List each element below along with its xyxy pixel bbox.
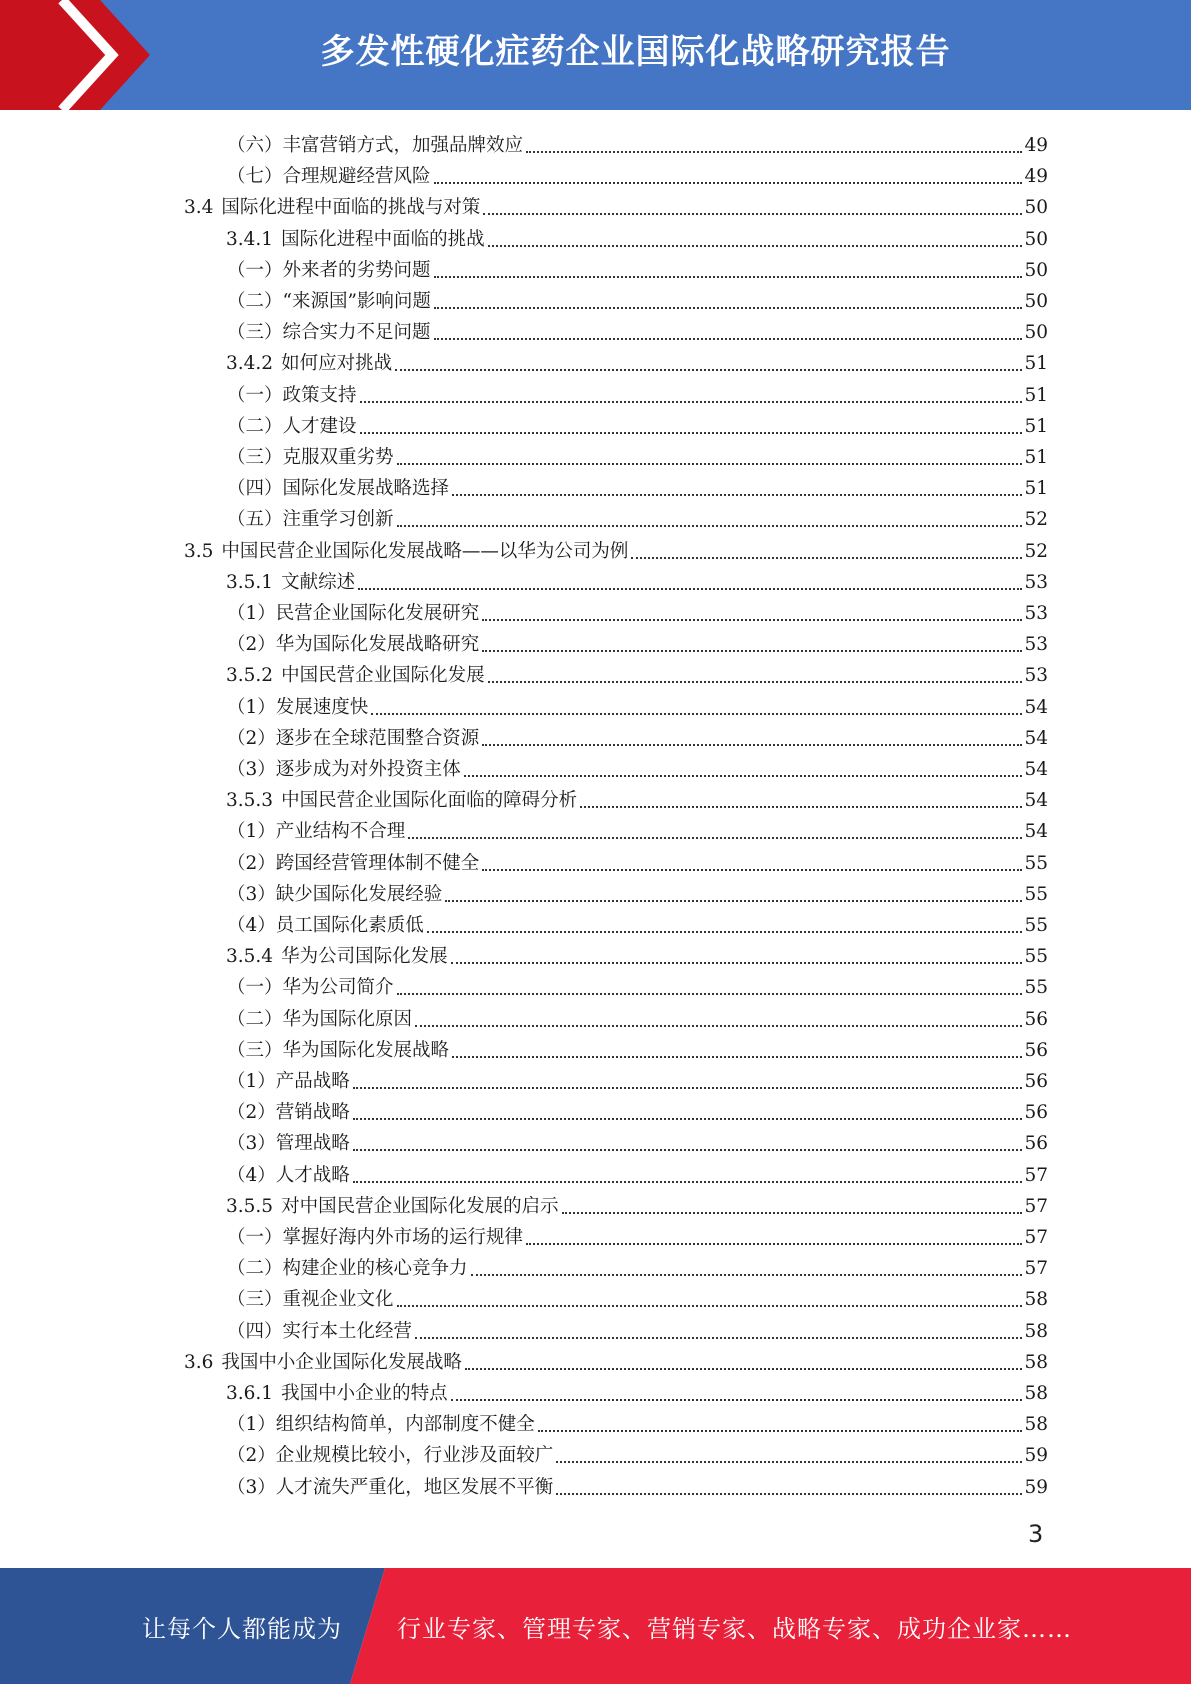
- toc-entry-title: 国际化进程中面临的挑战: [281, 228, 485, 250]
- toc-entry-number: （1）: [227, 603, 276, 624]
- toc-entry-number: （二）: [227, 1008, 283, 1030]
- toc-entry-number: （1）: [227, 1071, 276, 1092]
- toc-entry-title: “来源国”影响问题: [282, 291, 431, 312]
- toc-entry-number: （四）: [227, 478, 283, 500]
- toc-entry-number: （4）: [227, 915, 276, 936]
- footer-slogan-right: 行业专家、管理专家、营销专家、战略专家、成功企业家……: [397, 1615, 1072, 1643]
- toc-entry-page: 55: [1024, 977, 1048, 999]
- toc-entry-title: 企业规模比较小，行业涉及面较广: [275, 1445, 554, 1467]
- toc-entry-number: 3.5.2: [226, 665, 274, 687]
- toc-entry-page: 54: [1024, 759, 1048, 780]
- toc-entry-number: 3.5.3: [226, 790, 274, 812]
- toc-entry-page: 54: [1024, 727, 1048, 749]
- toc-dot-leader: [408, 837, 1022, 839]
- toc-entry-title: 组织结构简单，内部制度不健全: [275, 1414, 535, 1436]
- toc-entry-page: 56: [1024, 1039, 1048, 1061]
- toc-entry-page: 51: [1024, 478, 1048, 500]
- toc-dot-leader: [451, 962, 1023, 964]
- toc-entry-page: 58: [1024, 1414, 1048, 1436]
- toc-dot-leader: [482, 869, 1022, 871]
- toc-entry-page: 51: [1024, 384, 1048, 406]
- toc-entry-number: （一）: [227, 1227, 283, 1248]
- toc-entry-page: 52: [1024, 540, 1048, 562]
- toc-entry-title: 对中国民营企业国际化发展的启示: [281, 1195, 559, 1217]
- toc-entry-title: 发展速度快: [275, 696, 369, 718]
- page-number: 3: [1028, 1520, 1044, 1548]
- toc-entry-page: 52: [1024, 509, 1048, 531]
- toc-entry-title: 中国民营企业国际化发展战略——以华为公司为例: [221, 540, 629, 562]
- toc-dot-leader: [580, 806, 1022, 808]
- toc-entry-number: （三）: [227, 447, 283, 468]
- toc-entry-title: 营销战略: [275, 1102, 350, 1124]
- toc-entry-page: 56: [1024, 1008, 1048, 1030]
- toc-dot-leader: [538, 1430, 1023, 1432]
- toc-dot-leader: [556, 1493, 1022, 1495]
- toc-entry-number: 3.6.1: [226, 1383, 274, 1404]
- toc-entry[interactable]: [226, 345, 1048, 376]
- toc-entry[interactable]: [227, 1250, 1048, 1281]
- toc-entry-title: 缺少国际化发展经验: [275, 883, 443, 905]
- toc-entry[interactable]: [227, 1001, 1048, 1032]
- toc-entry-page: 54: [1024, 790, 1048, 812]
- toc-entry-page: 58: [1024, 1289, 1048, 1311]
- toc-dot-leader: [482, 650, 1022, 652]
- toc-dot-leader: [358, 588, 1022, 590]
- toc-entry[interactable]: [227, 501, 1048, 532]
- toc-entry-page: 49: [1024, 135, 1048, 156]
- toc-entry-page: 53: [1024, 571, 1048, 593]
- toc-entry-title: 产品战略: [275, 1071, 350, 1092]
- toc-entry[interactable]: [184, 533, 1048, 564]
- toc-entry-number: （3）: [227, 883, 276, 905]
- toc-entry-page: 58: [1024, 1383, 1048, 1404]
- toc-entry[interactable]: [227, 1094, 1048, 1125]
- toc-entry-title: 逐步成为对外投资主体: [275, 759, 461, 780]
- footer-banner: [0, 1568, 1191, 1684]
- toc-entry-title: 国际化发展战略选择: [282, 478, 450, 500]
- toc-entry-page: 57: [1024, 1258, 1048, 1280]
- toc-entry-title: 我国中小企业的特点: [281, 1383, 448, 1404]
- toc-entry-page: 56: [1024, 1102, 1048, 1124]
- toc-entry-page: 59: [1024, 1445, 1048, 1467]
- toc-dot-leader: [415, 1025, 1022, 1027]
- toc-entry-page: 55: [1024, 946, 1048, 968]
- toc-entry-page: 54: [1024, 821, 1048, 843]
- toc-entry-number: 3.5.4: [226, 946, 274, 968]
- toc-entry-title: 中国民营企业国际化面临的障碍分析: [281, 790, 578, 812]
- toc-entry-number: 3.4.1: [226, 228, 274, 250]
- toc-dot-leader: [482, 619, 1022, 621]
- toc-entry[interactable]: [226, 782, 1048, 813]
- red-arrow-logo-icon: [0, 0, 160, 110]
- toc-entry-number: （2）: [227, 634, 276, 656]
- toc-entry-number: 3.4.2: [226, 353, 274, 375]
- toc-entry-number: （一）: [227, 384, 283, 406]
- footer-slogan-left: 让每个人都能成为: [142, 1615, 342, 1643]
- toc-entry-number: （3）: [227, 1476, 276, 1498]
- toc-entry-number: （三）: [227, 322, 283, 344]
- toc-entry-number: （3）: [227, 1133, 276, 1155]
- toc-dot-leader: [434, 276, 1023, 278]
- toc-entry-title: 华为国际化发展战略研究: [275, 634, 480, 656]
- toc-entry[interactable]: [227, 595, 1048, 626]
- toc-entry-title: 华为国际化原因: [282, 1008, 413, 1030]
- toc-dot-leader: [556, 1461, 1022, 1463]
- toc-dot-leader: [465, 1368, 1023, 1370]
- toc-dot-leader: [395, 369, 1022, 371]
- toc-dot-leader: [464, 775, 1023, 777]
- toc-entry[interactable]: [227, 1063, 1048, 1094]
- toc-entry-title: 跨国经营管理体制不健全: [275, 852, 480, 874]
- toc-dot-leader: [471, 1274, 1023, 1276]
- toc-entry[interactable]: [227, 751, 1048, 782]
- toc-dot-leader: [397, 463, 1023, 465]
- toc-dot-leader: [526, 1243, 1022, 1245]
- toc-dot-leader: [434, 338, 1023, 340]
- toc-entry-page: 50: [1024, 259, 1048, 281]
- toc-entry[interactable]: [227, 1313, 1048, 1344]
- toc-entry-title: 华为公司简介: [282, 977, 394, 999]
- toc-entry[interactable]: [226, 564, 1048, 595]
- toc-entry[interactable]: [227, 689, 1048, 720]
- toc-entry-page: 56: [1024, 1133, 1048, 1155]
- toc-entry-title: 中国民营企业国际化发展: [281, 665, 485, 687]
- toc-entry-number: （七）: [227, 166, 283, 188]
- toc-entry-title: 人才流失严重化，地区发展不平衡: [275, 1476, 554, 1498]
- toc-dot-leader: [482, 744, 1022, 746]
- toc-entry-number: （2）: [227, 1102, 276, 1124]
- toc-entry-page: 58: [1024, 1320, 1048, 1342]
- toc-dot-leader: [353, 1181, 1023, 1183]
- toc-entry[interactable]: [226, 938, 1048, 969]
- toc-entry-title: 民营企业国际化发展研究: [275, 603, 480, 624]
- toc-dot-leader: [483, 213, 1022, 215]
- toc-dot-leader: [451, 1399, 1023, 1401]
- toc-entry[interactable]: [227, 626, 1048, 657]
- toc-entry[interactable]: [227, 314, 1048, 345]
- toc-entry-title: 实行本土化经营: [282, 1320, 413, 1342]
- toc-dot-leader: [353, 1149, 1023, 1151]
- toc-entry[interactable]: [227, 907, 1048, 938]
- toc-entry-title: 逐步在全球范围整合资源: [275, 727, 480, 749]
- toc-entry-number: （三）: [227, 1289, 283, 1311]
- toc-entry-page: 51: [1024, 447, 1048, 468]
- toc-entry[interactable]: [227, 439, 1048, 470]
- toc-entry-page: 57: [1024, 1164, 1048, 1186]
- toc-entry-page: 53: [1024, 634, 1048, 656]
- toc-dot-leader: [631, 557, 1022, 559]
- toc-entry[interactable]: [227, 1406, 1048, 1437]
- toc-entry-page: 56: [1024, 1071, 1048, 1092]
- toc-entry[interactable]: [227, 1157, 1048, 1188]
- toc-entry-number: （1）: [227, 821, 276, 843]
- toc-entry-number: （二）: [227, 291, 283, 312]
- toc-entry[interactable]: [227, 1219, 1048, 1250]
- toc-entry-number: （二）: [227, 415, 283, 437]
- toc-entry-page: 54: [1024, 696, 1048, 718]
- toc-entry-number: （四）: [227, 1320, 283, 1342]
- toc-dot-leader: [488, 245, 1023, 247]
- toc-entry-number: 3.4: [184, 197, 214, 219]
- toc-entry-number: （2）: [227, 852, 276, 874]
- toc-entry-page: 50: [1024, 197, 1048, 219]
- toc-entry[interactable]: [226, 1375, 1048, 1406]
- toc-entry[interactable]: [227, 813, 1048, 844]
- toc-entry-title: 合理规避经营风险: [282, 166, 431, 188]
- toc-dot-leader: [397, 1305, 1023, 1307]
- toc-entry-number: （4）: [227, 1164, 276, 1186]
- toc-entry-page: 55: [1024, 915, 1048, 936]
- toc-entry-title: 我国中小企业国际化发展战略: [221, 1351, 462, 1373]
- toc-entry-page: 50: [1024, 228, 1048, 250]
- toc-entry[interactable]: [227, 1281, 1048, 1312]
- toc-dot-leader: [360, 432, 1023, 434]
- toc-entry-page: 59: [1024, 1476, 1048, 1498]
- toc-dot-leader: [397, 525, 1023, 527]
- toc-entry-number: （二）: [227, 1258, 283, 1280]
- toc-entry-page: 55: [1024, 883, 1048, 905]
- toc-dot-leader: [434, 182, 1023, 184]
- toc-entry[interactable]: [226, 221, 1048, 252]
- toc-entry-number: 3.6: [184, 1351, 214, 1373]
- toc-entry-title: 丰富营销方式，加强品牌效应: [282, 135, 524, 156]
- toc-entry[interactable]: [227, 127, 1048, 158]
- toc-entry-page: 57: [1024, 1195, 1048, 1217]
- toc-dot-leader: [397, 993, 1023, 995]
- toc-entry[interactable]: [227, 1469, 1048, 1500]
- toc-entry-page: 49: [1024, 166, 1048, 188]
- toc-dot-leader: [562, 1212, 1023, 1214]
- toc-entry-page: 50: [1024, 322, 1048, 344]
- toc-entry-page: 53: [1024, 665, 1048, 687]
- toc-entry[interactable]: [227, 283, 1048, 314]
- toc-entry[interactable]: [227, 1125, 1048, 1156]
- toc-entry[interactable]: [227, 158, 1048, 189]
- toc-entry-number: （三）: [227, 1039, 283, 1061]
- toc-entry-page: 51: [1024, 415, 1048, 437]
- toc-entry-title: 管理战略: [275, 1133, 350, 1155]
- toc-entry-number: （1）: [227, 696, 276, 718]
- toc-entry-title: 重视企业文化: [282, 1289, 394, 1311]
- toc-entry[interactable]: [227, 1032, 1048, 1063]
- toc-dot-leader: [434, 307, 1023, 309]
- toc-entry[interactable]: [226, 657, 1048, 688]
- toc-entry[interactable]: [227, 377, 1048, 408]
- toc-entry-number: （3）: [227, 759, 276, 780]
- toc-entry[interactable]: [227, 845, 1048, 876]
- toc-entry-page: 55: [1024, 852, 1048, 874]
- toc-entry-number: 3.5.1: [226, 571, 274, 593]
- toc-entry-number: 3.5.5: [226, 1195, 274, 1217]
- toc-dot-leader: [360, 401, 1023, 403]
- toc-entry[interactable]: [226, 1188, 1048, 1219]
- toc-entry[interactable]: [227, 720, 1048, 751]
- toc-dot-leader: [445, 900, 1022, 902]
- toc-entry[interactable]: [227, 470, 1048, 501]
- toc-entry-title: 注重学习创新: [282, 509, 394, 531]
- toc-entry[interactable]: [227, 252, 1048, 283]
- toc-entry-number: （六）: [227, 135, 283, 156]
- toc-entry-title: 华为公司国际化发展: [281, 946, 448, 968]
- toc-entry[interactable]: [227, 969, 1048, 1000]
- toc-entry-page: 58: [1024, 1351, 1048, 1373]
- toc-dot-leader: [488, 681, 1023, 683]
- toc-entry-number: （2）: [227, 727, 276, 749]
- toc-entry-title: 掌握好海内外市场的运行规律: [282, 1227, 524, 1248]
- toc-entry-page: 53: [1024, 603, 1048, 624]
- toc-entry-title: 国际化进程中面临的挑战与对策: [221, 197, 481, 219]
- toc-entry-number: （一）: [227, 977, 283, 999]
- toc-dot-leader: [353, 1087, 1023, 1089]
- toc-dot-leader: [353, 1118, 1023, 1120]
- toc-entry-title: 产业结构不合理: [275, 821, 406, 843]
- toc-entry-title: 人才战略: [275, 1164, 350, 1186]
- toc-entry-title: 政策支持: [282, 384, 357, 406]
- toc-entry[interactable]: [227, 876, 1048, 907]
- toc-entry[interactable]: [227, 1437, 1048, 1468]
- toc-dot-leader: [526, 151, 1022, 153]
- toc-entry-number: （1）: [227, 1414, 276, 1436]
- toc-entry-title: 构建企业的核心竞争力: [282, 1258, 468, 1280]
- toc-entry-title: 文献综述: [281, 571, 356, 593]
- toc-entry[interactable]: [184, 1344, 1048, 1375]
- toc-entry-title: 综合实力不足问题: [282, 322, 431, 344]
- toc-dot-leader: [415, 1337, 1022, 1339]
- toc-entry-title: 如何应对挑战: [281, 353, 393, 375]
- toc-entry[interactable]: [227, 408, 1048, 439]
- toc-entry-title: 人才建设: [282, 415, 357, 437]
- toc-entry-page: 51: [1024, 353, 1048, 375]
- toc-entry-title: 华为国际化发展战略: [282, 1039, 450, 1061]
- toc-dot-leader: [452, 1056, 1022, 1058]
- toc-entry-number: （五）: [227, 509, 283, 531]
- toc-entry-number: 3.5: [184, 540, 214, 562]
- toc-dot-leader: [427, 931, 1023, 933]
- toc-entry-title: 克服双重劣势: [282, 447, 394, 468]
- toc-entry-number: （2）: [227, 1445, 276, 1467]
- toc-entry[interactable]: [184, 189, 1048, 220]
- toc-entry-page: 57: [1024, 1227, 1048, 1248]
- header-banner: [0, 0, 1191, 110]
- toc-dot-leader: [371, 713, 1022, 715]
- toc-entry-number: （一）: [227, 259, 283, 281]
- report-title: 多发性硬化症药企业国际化战略研究报告: [320, 32, 951, 72]
- toc-entry-page: 50: [1024, 291, 1048, 312]
- toc-entry-title: 员工国际化素质低: [275, 915, 424, 936]
- toc-entry-title: 外来者的劣势问题: [282, 259, 431, 281]
- toc-dot-leader: [452, 494, 1022, 496]
